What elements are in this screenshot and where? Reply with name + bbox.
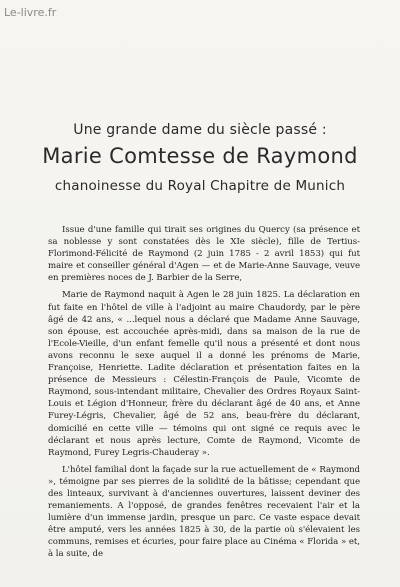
paragraph: Issue d'une famille qui tirait ses origines du Quercy (sa présence et sa noblesse y sont constatées dès le XIe siècle), fille de Tertius-Florimond-Félicité de Raymond (2 juin 1785 - 2 avril 1853) qui fut maire et conseiller général d'Agen — et de Marie-Anne Sauvage, veuve en premières noces de J. Barbier de la Serre,: [48, 225, 360, 284]
paragraph: L'hôtel familial dont la façade sur la rue actuellement de « Raymond », témoigne par ses pierres de la solidité de la bâtisse; cependant que des linteaux, survivant à d'anciennes ouvertures, laissent deviner des remaniements. A l'opposé, de grandes fenêtres recevaient l'air et la lumière d'un immense jardin, presque un parc. Ce vaste espace devait être amputé, vers les années 1825 à 30, de la partie où s'élevaient les communs, remises et écuries, pour faire place au Cinéma « Florida » et, à la suite, de: [48, 464, 360, 560]
article-body: [48, 224, 360, 584]
article-tagline: chanoinesse du Royal Chapitre de Munich: [54, 178, 346, 194]
article-title: Marie Comtesse de Raymond: [42, 144, 358, 168]
article-subtitle: Une grande dame du siècle passé :: [73, 122, 327, 138]
paragraph: Marie de Raymond naquit à Agen le 28 juin 1825. La déclaration en fut faite en l'hôtel de ville à l'adjoint au maire Chaudordy, par le père âgé de 42 ans, « ...lequel nous a déclaré que Madame Anne Sauvage, son épouse, est accouchée après-midi, dans sa maison de la rue de l'Ecole-Vieille, d'un enfant femelle qu'il nous a présenté et dont nous avons reconnu le sexe auquel il a donné les prénoms de Marie, Françoise, Henriette. Ladite déclaration et présentation faites en la présence de Messieurs : Célestin-François de Paule, Vicomte de Raymond, sous-intendant militaire, Chevalier des Ordres Royaux Saint-Louis et Légion d'Honneur, frère du déclarant âgé de 40 ans, et Anne Furey-Légris, Chevalier, âgé de 52 ans, beau-frère du déclarant, domicilié en cette ville — témoins qui ont signé ce requis avec le déclarant et nous après lecture, Comte de Raymond, Vicomte de Raymond, Furey Legris-Chauderay ».: [48, 290, 360, 458]
watermark-text: Le-livre.fr: [4, 6, 57, 19]
